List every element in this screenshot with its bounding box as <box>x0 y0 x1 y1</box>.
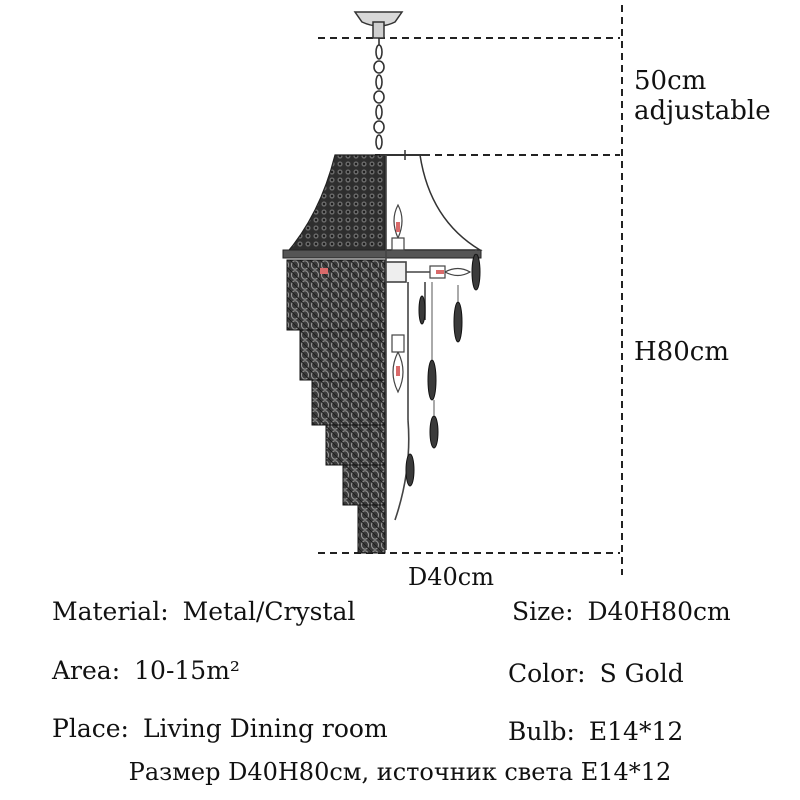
chain <box>374 38 384 149</box>
chain-length-label: 50cm <box>634 66 707 96</box>
place-label: Place: <box>52 714 129 743</box>
bulb-label: Bulb: <box>508 717 575 746</box>
russian-summary: Размер D40H80см, источник света E14*12 <box>128 758 672 786</box>
material-value: Metal/Crystal <box>182 597 356 626</box>
rail <box>283 250 481 258</box>
color-value: S Gold <box>599 659 684 688</box>
place-spec <box>52 714 388 744</box>
bulb-value: E14*12 <box>588 717 684 746</box>
size-label: Size: <box>512 597 574 626</box>
color-spec <box>508 659 684 689</box>
crystal-hood <box>285 155 385 255</box>
bulb-spec <box>508 717 683 747</box>
color-label: Color: <box>508 659 586 688</box>
diameter-label: D40cm <box>408 563 494 591</box>
area-spec <box>52 656 240 686</box>
material-spec <box>52 597 355 627</box>
crystal-tiers <box>287 260 385 553</box>
area-label: Area: <box>52 656 121 685</box>
ceiling-canopy <box>355 12 402 38</box>
place-value: Living Dining room <box>142 714 388 743</box>
material-label: Material: <box>52 597 169 626</box>
area-value: 10-15m² <box>134 656 240 685</box>
size-spec <box>512 597 731 627</box>
crystal-drops <box>406 254 480 486</box>
chain-adjustable-label: adjustable <box>634 96 771 126</box>
size-value: D40H80cm <box>587 597 731 626</box>
height-label: H80cm <box>634 337 729 367</box>
